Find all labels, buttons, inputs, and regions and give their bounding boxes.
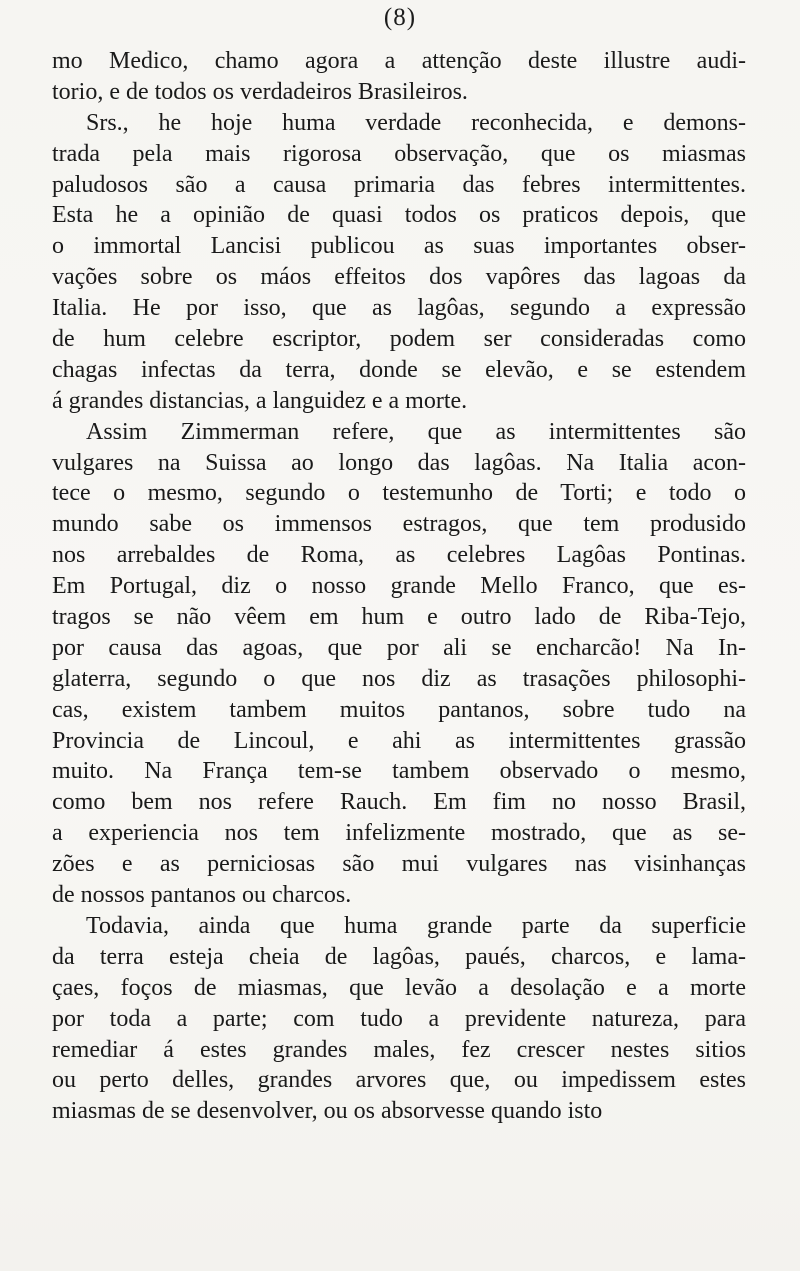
- text-line: por causa das agoas, que por ali se encharcão! Na In-: [52, 634, 746, 661]
- text-line: Srs., he hoje huma verdade reconhecida, e demons-: [86, 109, 746, 136]
- text-line: tragos se não vêem em hum e outro lado de Riba-Tejo,: [52, 604, 746, 631]
- text-line: vulgares na Suissa ao longo das lagôas. Na Italia acon-: [52, 449, 746, 476]
- text-line: Todavia, ainda que huma grande parte da superficie: [86, 912, 746, 939]
- text-line: ou perto delles, grandes arvores que, ou impedissem estes: [52, 1067, 746, 1094]
- text-line: tece o mesmo, segundo o testemunho de Torti; e todo o: [52, 480, 746, 507]
- text-line: torio, e de todos os verdadeiros Brasileiros.: [52, 78, 468, 105]
- text-line: da terra esteja cheia de lagôas, paués, charcos, e lama-: [52, 943, 746, 970]
- text-line: Em Portugal, diz o nosso grande Mello Franco, que es-: [52, 573, 746, 600]
- text-line: zões e as perniciosas são mui vulgares nas visinhanças: [52, 851, 746, 878]
- text-line: mundo sabe os immensos estragos, que tem produsido: [52, 511, 746, 538]
- text-line: glaterra, segundo o que nos diz as trasações philosophi-: [52, 665, 746, 692]
- text-line: Italia. He por isso, que as lagôas, segundo a expressão: [52, 295, 746, 322]
- text-line: cas, existem tambem muitos pantanos, sobre tudo na: [52, 696, 746, 723]
- text-line: muito. Na França tem-se tambem observado o mesmo,: [52, 758, 746, 785]
- text-line: Esta he a opinião de quasi todos os praticos depois, que: [52, 202, 746, 229]
- text-line: por toda a parte; com tudo a previdente natureza, para: [52, 1005, 746, 1032]
- text-line: de hum celebre escriptor, podem ser consideradas como: [52, 326, 746, 353]
- text-line: paludosos são a causa primaria das febres intermittentes.: [52, 171, 746, 198]
- text-line: á grandes distancias, a languidez e a morte.: [52, 387, 468, 414]
- text-line: miasmas de se desenvolver, ou os absorvesse quando isto: [52, 1098, 603, 1125]
- text-line: a experiencia nos tem infelizmente mostrado, que as se-: [52, 820, 746, 847]
- text-line: vações sobre os máos effeitos dos vapôres das lagoas da: [52, 264, 746, 291]
- text-line: o immortal Lancisi publicou as suas importantes obser-: [52, 233, 746, 260]
- text-line: mo Medico, chamo agora a attenção deste illustre audi-: [52, 48, 746, 74]
- body-text: [52, 46, 746, 1127]
- text-line: remediar á estes grandes males, fez crescer nestes sitios: [52, 1036, 746, 1063]
- page-number: (8): [383, 4, 417, 31]
- text-line: de nossos pantanos ou charcos.: [52, 882, 352, 909]
- text-line: como bem nos refere Rauch. Em fim no nosso Brasil,: [52, 789, 746, 816]
- text-line: Provincia de Lincoul, e ahi as intermittentes grassão: [52, 727, 746, 754]
- text-line: nos arrebaldes de Roma, as celebres Lagôas Pontinas.: [52, 542, 746, 569]
- text-line: chagas infectas da terra, donde se elevão, e se estendem: [52, 356, 746, 383]
- text-line: çaes, foços de miasmas, que levão a desolação e a morte: [52, 974, 746, 1001]
- text-line: trada pela mais rigorosa observação, que os miasmas: [52, 140, 746, 167]
- text-line: Assim Zimmerman refere, que as intermittentes são: [86, 418, 746, 445]
